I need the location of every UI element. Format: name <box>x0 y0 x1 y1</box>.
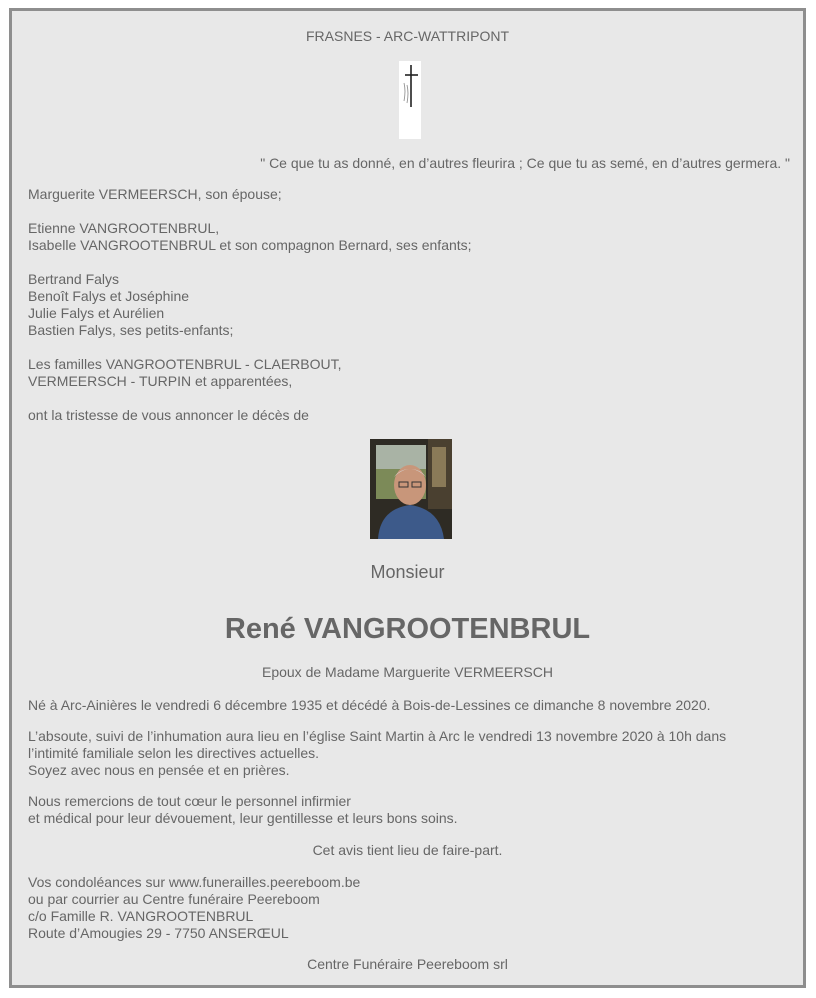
thanks-line: Nous remercions de tout cœur le personnel infirmier <box>28 793 351 809</box>
spouse-of-line: Epoux de Madame Marguerite VERMEERSCH <box>261 664 553 680</box>
birth-death-line: Né à Arc-Ainières le vendredi 6 décembre 1935 et décédé à Bois-de-Lessines ce dimanche 8 novembre 2020. <box>28 697 711 713</box>
children-line: Isabelle VANGROOTENBRUL et son compagnon Bernard, ses enfants; <box>28 237 472 253</box>
announcement-line: ont la tristesse de vous annoncer le décès de <box>28 407 309 423</box>
spouse-line: Marguerite VERMEERSCH, son épouse; <box>28 186 282 202</box>
families-line: Les familles VANGROOTENBRUL - CLAERBOUT, <box>28 356 342 372</box>
cross-icon <box>399 61 421 139</box>
grandchild-line: Julie Falys et Aurélien <box>28 305 165 321</box>
families-line: VERMEERSCH - TURPIN et apparentées, <box>28 373 293 389</box>
condolences-line: Vos condoléances sur www.funerailles.peereboom.be <box>28 874 361 890</box>
deceased-name: René VANGROOTENBRUL <box>224 613 591 645</box>
ceremony-line: Soyez avec nous en pensée et en prières. <box>28 762 290 778</box>
thanks-line: et médical pour leur dévouement, leur gentillesse et leurs bons soins. <box>28 810 458 826</box>
children-line: Etienne VANGROOTENBRUL, <box>28 220 220 236</box>
grandchild-line: Bastien Falys, ses petits-enfants; <box>28 322 234 338</box>
deceased-photo <box>370 439 452 539</box>
condolences-line: Route d’Amougies 29 - 7750 ANSERŒUL <box>28 925 289 941</box>
obituary-card <box>9 8 806 988</box>
memorial-quote: " Ce que tu as donné, en d’autres fleurira ; Ce que tu as semé, en d’autres germera. " <box>260 155 790 171</box>
condolences-line: c/o Famille R. VANGROOTENBRUL <box>28 908 254 924</box>
notice-line: Cet avis tient lieu de faire-part. <box>312 842 503 858</box>
funeral-home-footer: Centre Funéraire Peereboom srl <box>307 956 508 972</box>
ceremony-line: l’intimité familiale selon les directives actuelles. <box>28 745 320 761</box>
condolences-line: ou par courrier au Centre funéraire Peereboom <box>28 891 320 907</box>
ceremony-line: L’absoute, suivi de l’inhumation aura lieu en l’église Saint Martin à Arc le vendredi 13 novembre 2020 à 10h dans <box>28 728 727 744</box>
honorific: Monsieur <box>370 562 445 582</box>
grandchild-line: Benoît Falys et Joséphine <box>28 288 190 304</box>
grandchild-line: Bertrand Falys <box>28 271 120 287</box>
location-header: FRASNES - ARC-WATTRIPONT <box>306 28 509 44</box>
